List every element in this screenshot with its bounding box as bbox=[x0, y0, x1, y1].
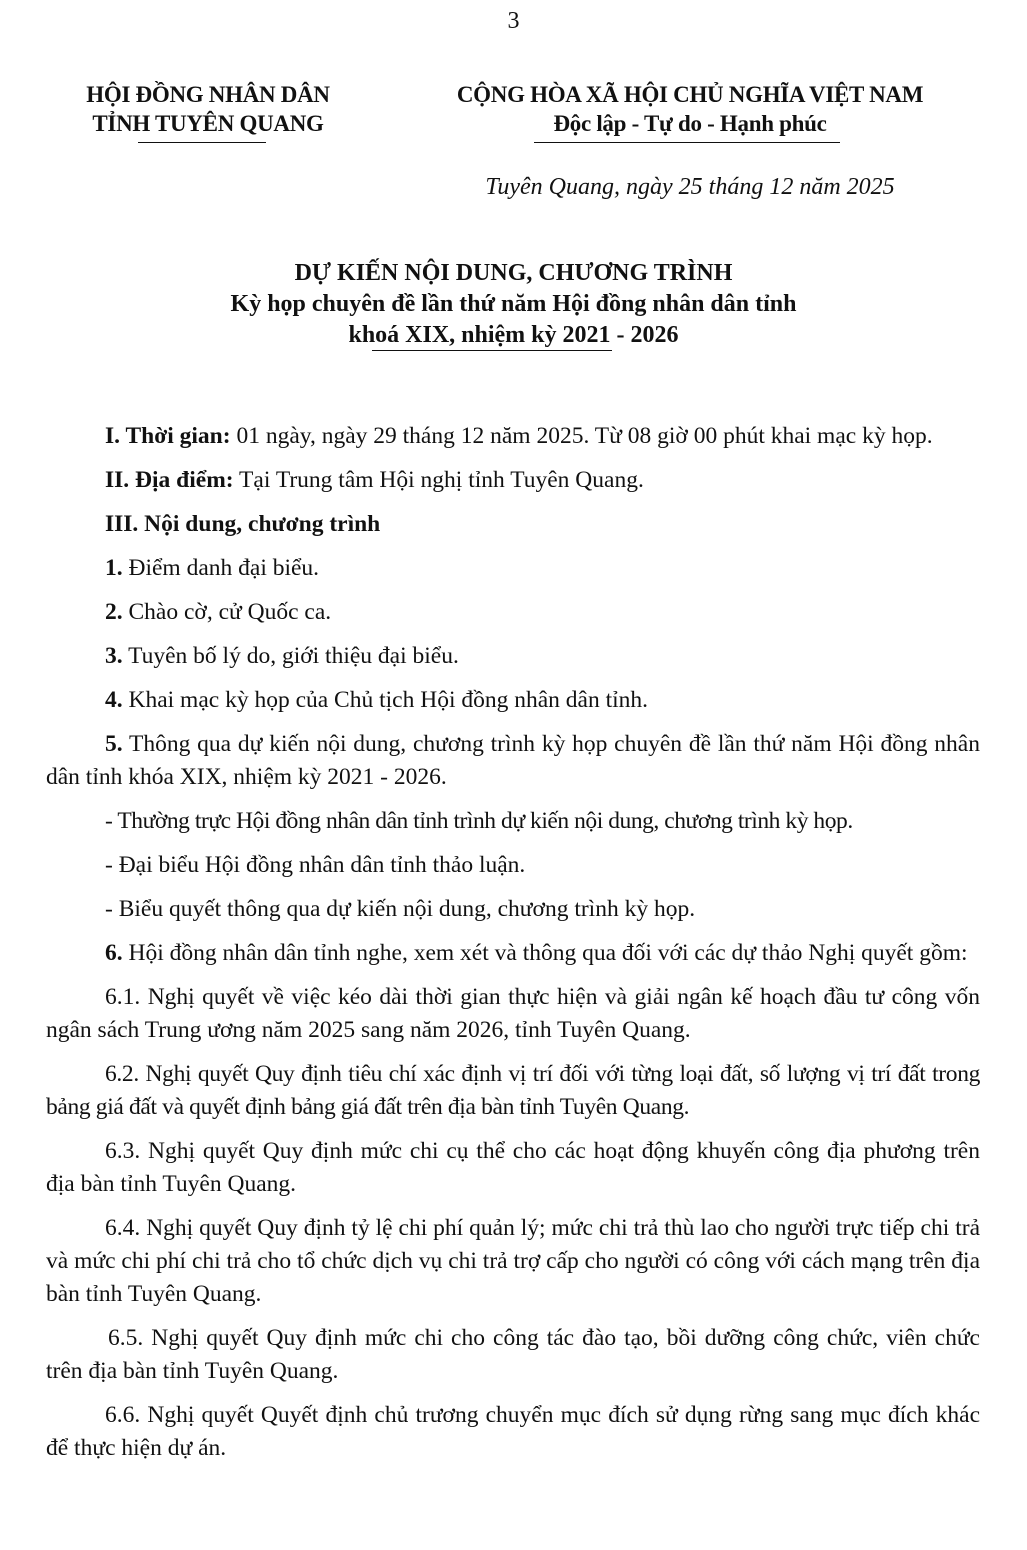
section-time bbox=[46, 420, 980, 453]
agenda-item bbox=[46, 684, 980, 717]
title-underline bbox=[372, 350, 612, 351]
agenda-item-text: Chào cờ, cử Quốc ca. bbox=[122, 599, 332, 625]
agenda-item bbox=[46, 937, 980, 970]
resolution-item: 6.6. Nghị quyết Quyết định chủ trương chuyển mục đích sử dụng rừng sang mục đích khác để thực hiện dự án. bbox=[46, 1402, 980, 1461]
national-motto bbox=[400, 80, 980, 138]
agenda-item-number: 4. bbox=[105, 687, 123, 713]
agenda-item-text: Điểm danh đại biểu. bbox=[122, 555, 320, 581]
motto-underline bbox=[534, 142, 840, 143]
agenda-subitem: - Đại biểu Hội đồng nhân dân tỉnh thảo luận. bbox=[105, 852, 526, 878]
agenda-item bbox=[46, 728, 980, 794]
agenda-item-text: Thông qua dự kiến nội dung, chương trình kỳ họp chuyên đề lần thứ năm Hội đồng nhân dân tỉnh khóa XIX, nhiệm kỳ 2021 - 2026. bbox=[46, 731, 980, 790]
agenda-subitem: - Biểu quyết thông qua dự kiến nội dung, chương trình kỳ họp. bbox=[105, 896, 696, 922]
document-date: Tuyên Quang, ngày 25 tháng 12 năm 2025 bbox=[485, 174, 895, 200]
page-number: 3 bbox=[507, 8, 520, 34]
resolution-item: 6.2. Nghị quyết Quy định tiêu chí xác định vị trí đối với từng loại đất, số lượng vị trí đất trong bảng giá đất và quyết định bảng giá đất trên địa bàn tỉnh Tuyên Quang. bbox=[46, 1061, 980, 1120]
title-line3: khoá XIX, nhiệm kỳ 2021 - 2026 bbox=[348, 322, 679, 348]
section-time-label: I. Thời gian: bbox=[105, 423, 231, 449]
agenda-item-number: 6. bbox=[105, 940, 123, 966]
resolution-item: 6.4. Nghị quyết Quy định tỷ lệ chi phí quản lý; mức chi trả thù lao cho người trực tiếp chi trả và mức chi phí chi trả cho tổ chức dịch vụ chi trả trợ cấp cho người có công với cách mạng trên địa bàn tỉnh Tuyên Quang. bbox=[46, 1215, 980, 1307]
issuing-body bbox=[48, 80, 368, 138]
section-content-label: III. Nội dung, chương trình bbox=[105, 511, 381, 537]
agenda-item bbox=[46, 596, 980, 629]
issuing-body-line1: HỘI ĐỒNG NHÂN DÂN bbox=[86, 82, 330, 107]
section-place bbox=[46, 464, 980, 497]
agenda-item bbox=[46, 640, 980, 673]
document-body bbox=[46, 420, 980, 1476]
document-header bbox=[0, 80, 1027, 160]
title-line2: Kỳ họp chuyên đề lần thứ năm Hội đồng nhân dân tỉnh bbox=[230, 291, 797, 317]
section-place-text: Tại Trung tâm Hội nghị tỉnh Tuyên Quang. bbox=[233, 467, 644, 493]
motto: Độc lập - Tự do - Hạnh phúc bbox=[553, 111, 827, 136]
agenda-item-number: 5. bbox=[105, 731, 123, 757]
document-title bbox=[0, 258, 1027, 351]
agenda-item-number: 3. bbox=[105, 643, 123, 669]
agenda-item-number: 2. bbox=[105, 599, 123, 625]
resolution-item: 6.3. Nghị quyết Quy định mức chi cụ thể cho các hoạt động khuyến công địa phương trên địa bàn tỉnh Tuyên Quang. bbox=[46, 1138, 980, 1197]
section-time-text: 01 ngày, ngày 29 tháng 12 năm 2025. Từ 08 giờ 00 phút khai mạc kỳ họp. bbox=[230, 423, 933, 449]
section-place-label: II. Địa điểm: bbox=[105, 467, 234, 493]
resolution-item: 6.5. Nghị quyết Quy định mức chi cho công tác đào tạo, bồi dưỡng công chức, viên chức trên địa bàn tỉnh Tuyên Quang. bbox=[46, 1325, 980, 1384]
agenda-item-number: 1. bbox=[105, 555, 123, 581]
agenda-item-text: Khai mạc kỳ họp của Chủ tịch Hội đồng nhân dân tỉnh. bbox=[122, 687, 649, 713]
issuing-body-line2: TỈNH TUYÊN QUANG bbox=[92, 111, 324, 136]
agenda-item-text: Tuyên bố lý do, giới thiệu đại biểu. bbox=[122, 643, 459, 669]
title-line1: DỰ KIẾN NỘI DUNG, CHƯƠNG TRÌNH bbox=[294, 260, 733, 286]
agenda-item bbox=[46, 552, 980, 585]
issuing-body-underline bbox=[138, 142, 266, 143]
agenda-subitem: - Thường trực Hội đồng nhân dân tỉnh trình dự kiến nội dung, chương trình kỳ họp. bbox=[105, 808, 853, 834]
resolution-item: 6.1. Nghị quyết về việc kéo dài thời gian thực hiện và giải ngân kế hoạch đầu tư công vốn ngân sách Trung ương năm 2025 sang năm 2026, tỉnh Tuyên Quang. bbox=[46, 984, 980, 1043]
section-content bbox=[46, 508, 980, 541]
agenda-item-text: Hội đồng nhân dân tỉnh nghe, xem xét và thông qua đối với các dự thảo Nghị quyết gồm: bbox=[122, 940, 968, 966]
national-name: CỘNG HÒA XÃ HỘI CHỦ NGHĨA VIỆT NAM bbox=[456, 82, 924, 107]
